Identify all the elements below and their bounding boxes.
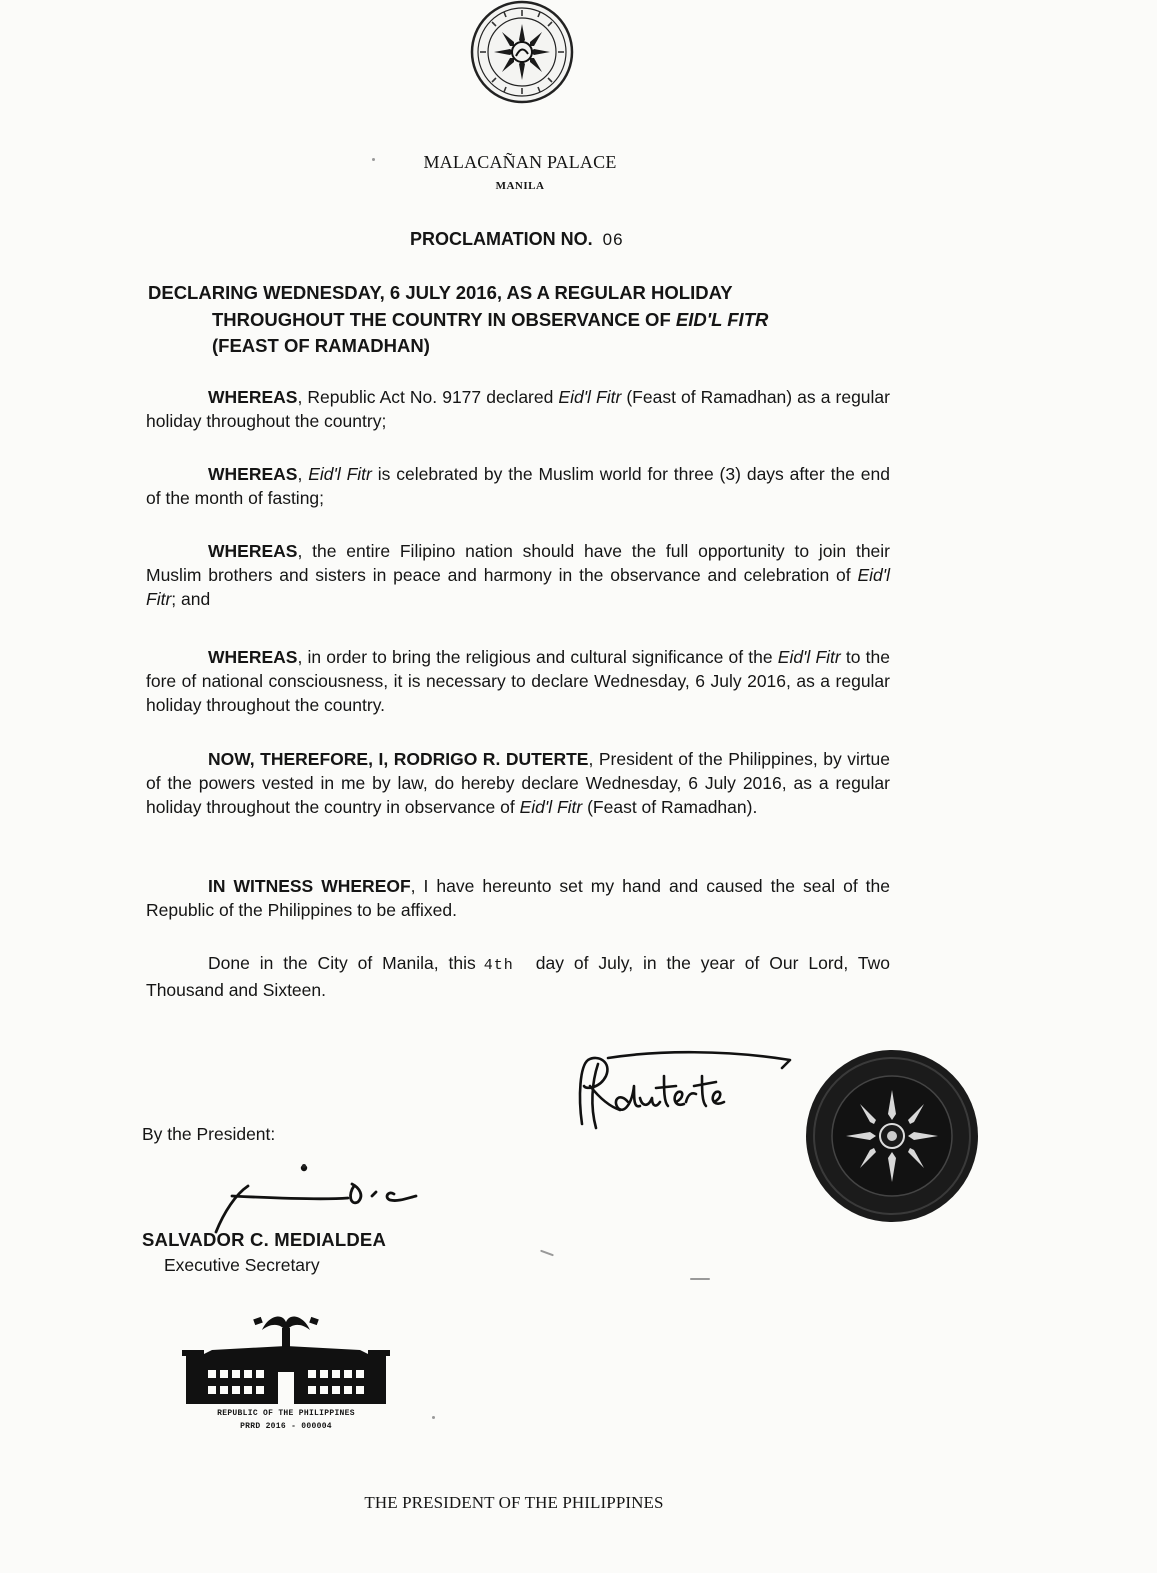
filled-day: 4th bbox=[483, 957, 514, 974]
whereas-paragraph-3 bbox=[146, 539, 890, 611]
malacanang-palace-logo-icon bbox=[182, 1310, 390, 1406]
title-line-2-text: THROUGHOUT THE COUNTRY IN OBSERVANCE OF bbox=[212, 309, 671, 330]
title-italic-term: EID'L FITR bbox=[675, 309, 769, 330]
paragraph-lead: WHEREAS bbox=[208, 647, 298, 667]
presidential-seal-icon bbox=[464, 0, 580, 104]
paragraph-text: to the fore of national consciousness, it is necessary to declare Wednesday, 6 July 2016, as a regular holiday throughout the country. bbox=[146, 647, 890, 715]
logo-caption-code: PRRD 2016 - 000004 bbox=[240, 1422, 332, 1431]
paragraph-lead: WHEREAS bbox=[208, 541, 298, 561]
paragraph-italic: Eid'l Fitr bbox=[519, 797, 583, 817]
paragraph-text: day of July, in the year of Our Lord, Two Thousand and Sixteen. bbox=[146, 953, 890, 1000]
scan-speck bbox=[302, 1164, 306, 1168]
paragraph-italic: Eid'l Fitr bbox=[777, 647, 841, 667]
footer-title: THE PRESIDENT OF THE PHILIPPINES bbox=[364, 1493, 664, 1512]
logo-caption-republic: REPUBLIC OF THE PHILIPPINES bbox=[217, 1409, 355, 1418]
proclamation-label: PROCLAMATION NO. bbox=[410, 229, 593, 249]
whereas-paragraph-2 bbox=[146, 462, 890, 510]
whereas-paragraph-4 bbox=[146, 645, 890, 717]
palace-city: MANILA bbox=[495, 180, 545, 192]
scan-speck bbox=[690, 1278, 710, 1280]
declaration-paragraph bbox=[146, 747, 890, 819]
scan-speck bbox=[540, 1250, 554, 1257]
paragraph-text: , I have hereunto set my hand and caused the seal of the Republic of the Philippines to be affixed. bbox=[146, 876, 891, 920]
done-in-paragraph bbox=[146, 951, 890, 1002]
paragraph-text: , Republic Act No. 9177 declared bbox=[297, 387, 559, 407]
paragraph-text: , President of the Philippines, by virtue of the powers vested in me by law, do hereby declare Wednesday, 6 July 2016, as a regular holiday throughout the country in observance of bbox=[146, 749, 891, 817]
paragraph-italic: Eid'l Fitr bbox=[558, 387, 622, 407]
title-line-2 bbox=[212, 309, 768, 331]
republic-seal-icon bbox=[804, 1048, 980, 1224]
secretary-name: SALVADOR C. MEDIALDEA bbox=[142, 1229, 387, 1250]
secretary-signature bbox=[212, 1164, 422, 1234]
paragraph-text: Done in the City of Manila, this bbox=[208, 953, 476, 973]
paragraph-text: ; and bbox=[171, 589, 211, 609]
president-signature bbox=[568, 1046, 808, 1136]
paragraph-text: , the entire Filipino nation should have the full opportunity to join their Muslim brothers and sisters in peace and harmony in the observance and celebration of bbox=[146, 541, 890, 585]
paragraph-text: (Feast of Ramadhan). bbox=[582, 797, 758, 817]
proclamation-number: 06 bbox=[602, 230, 624, 249]
title-line-3: (FEAST OF RAMADHAN) bbox=[212, 335, 430, 356]
paragraph-text: , bbox=[297, 464, 309, 484]
secretary-title: Executive Secretary bbox=[164, 1255, 320, 1275]
whereas-paragraph-1 bbox=[146, 385, 890, 433]
paragraph-text: is celebrated by the Muslim world for three (3) days after the end of the month of fasting; bbox=[146, 464, 890, 508]
by-the-president-label: By the President: bbox=[142, 1124, 276, 1144]
paragraph-text: (Feast of Ramadhan) as a regular holiday throughout the country; bbox=[146, 387, 890, 431]
paragraph-italic: Eid'l Fitr bbox=[146, 565, 890, 609]
palace-name: MALACAÑAN PALACE bbox=[423, 152, 617, 172]
paragraph-lead: WHEREAS bbox=[208, 464, 298, 484]
proclamation-number-heading bbox=[410, 229, 624, 250]
paragraph-lead: NOW, THEREFORE, I, RODRIGO R. DUTERTE bbox=[208, 749, 589, 769]
paragraph-lead: WHEREAS bbox=[208, 387, 298, 407]
title-line-1: DECLARING WEDNESDAY, 6 JULY 2016, AS A REGULAR HOLIDAY bbox=[148, 282, 733, 303]
witness-paragraph bbox=[146, 874, 890, 922]
paragraph-lead: IN WITNESS WHEREOF bbox=[208, 876, 411, 896]
scan-speck bbox=[372, 158, 375, 161]
paragraph-text: , in order to bring the religious and cultural significance of the bbox=[297, 647, 778, 667]
scan-speck bbox=[432, 1416, 435, 1419]
paragraph-italic: Eid'l Fitr bbox=[308, 464, 372, 484]
